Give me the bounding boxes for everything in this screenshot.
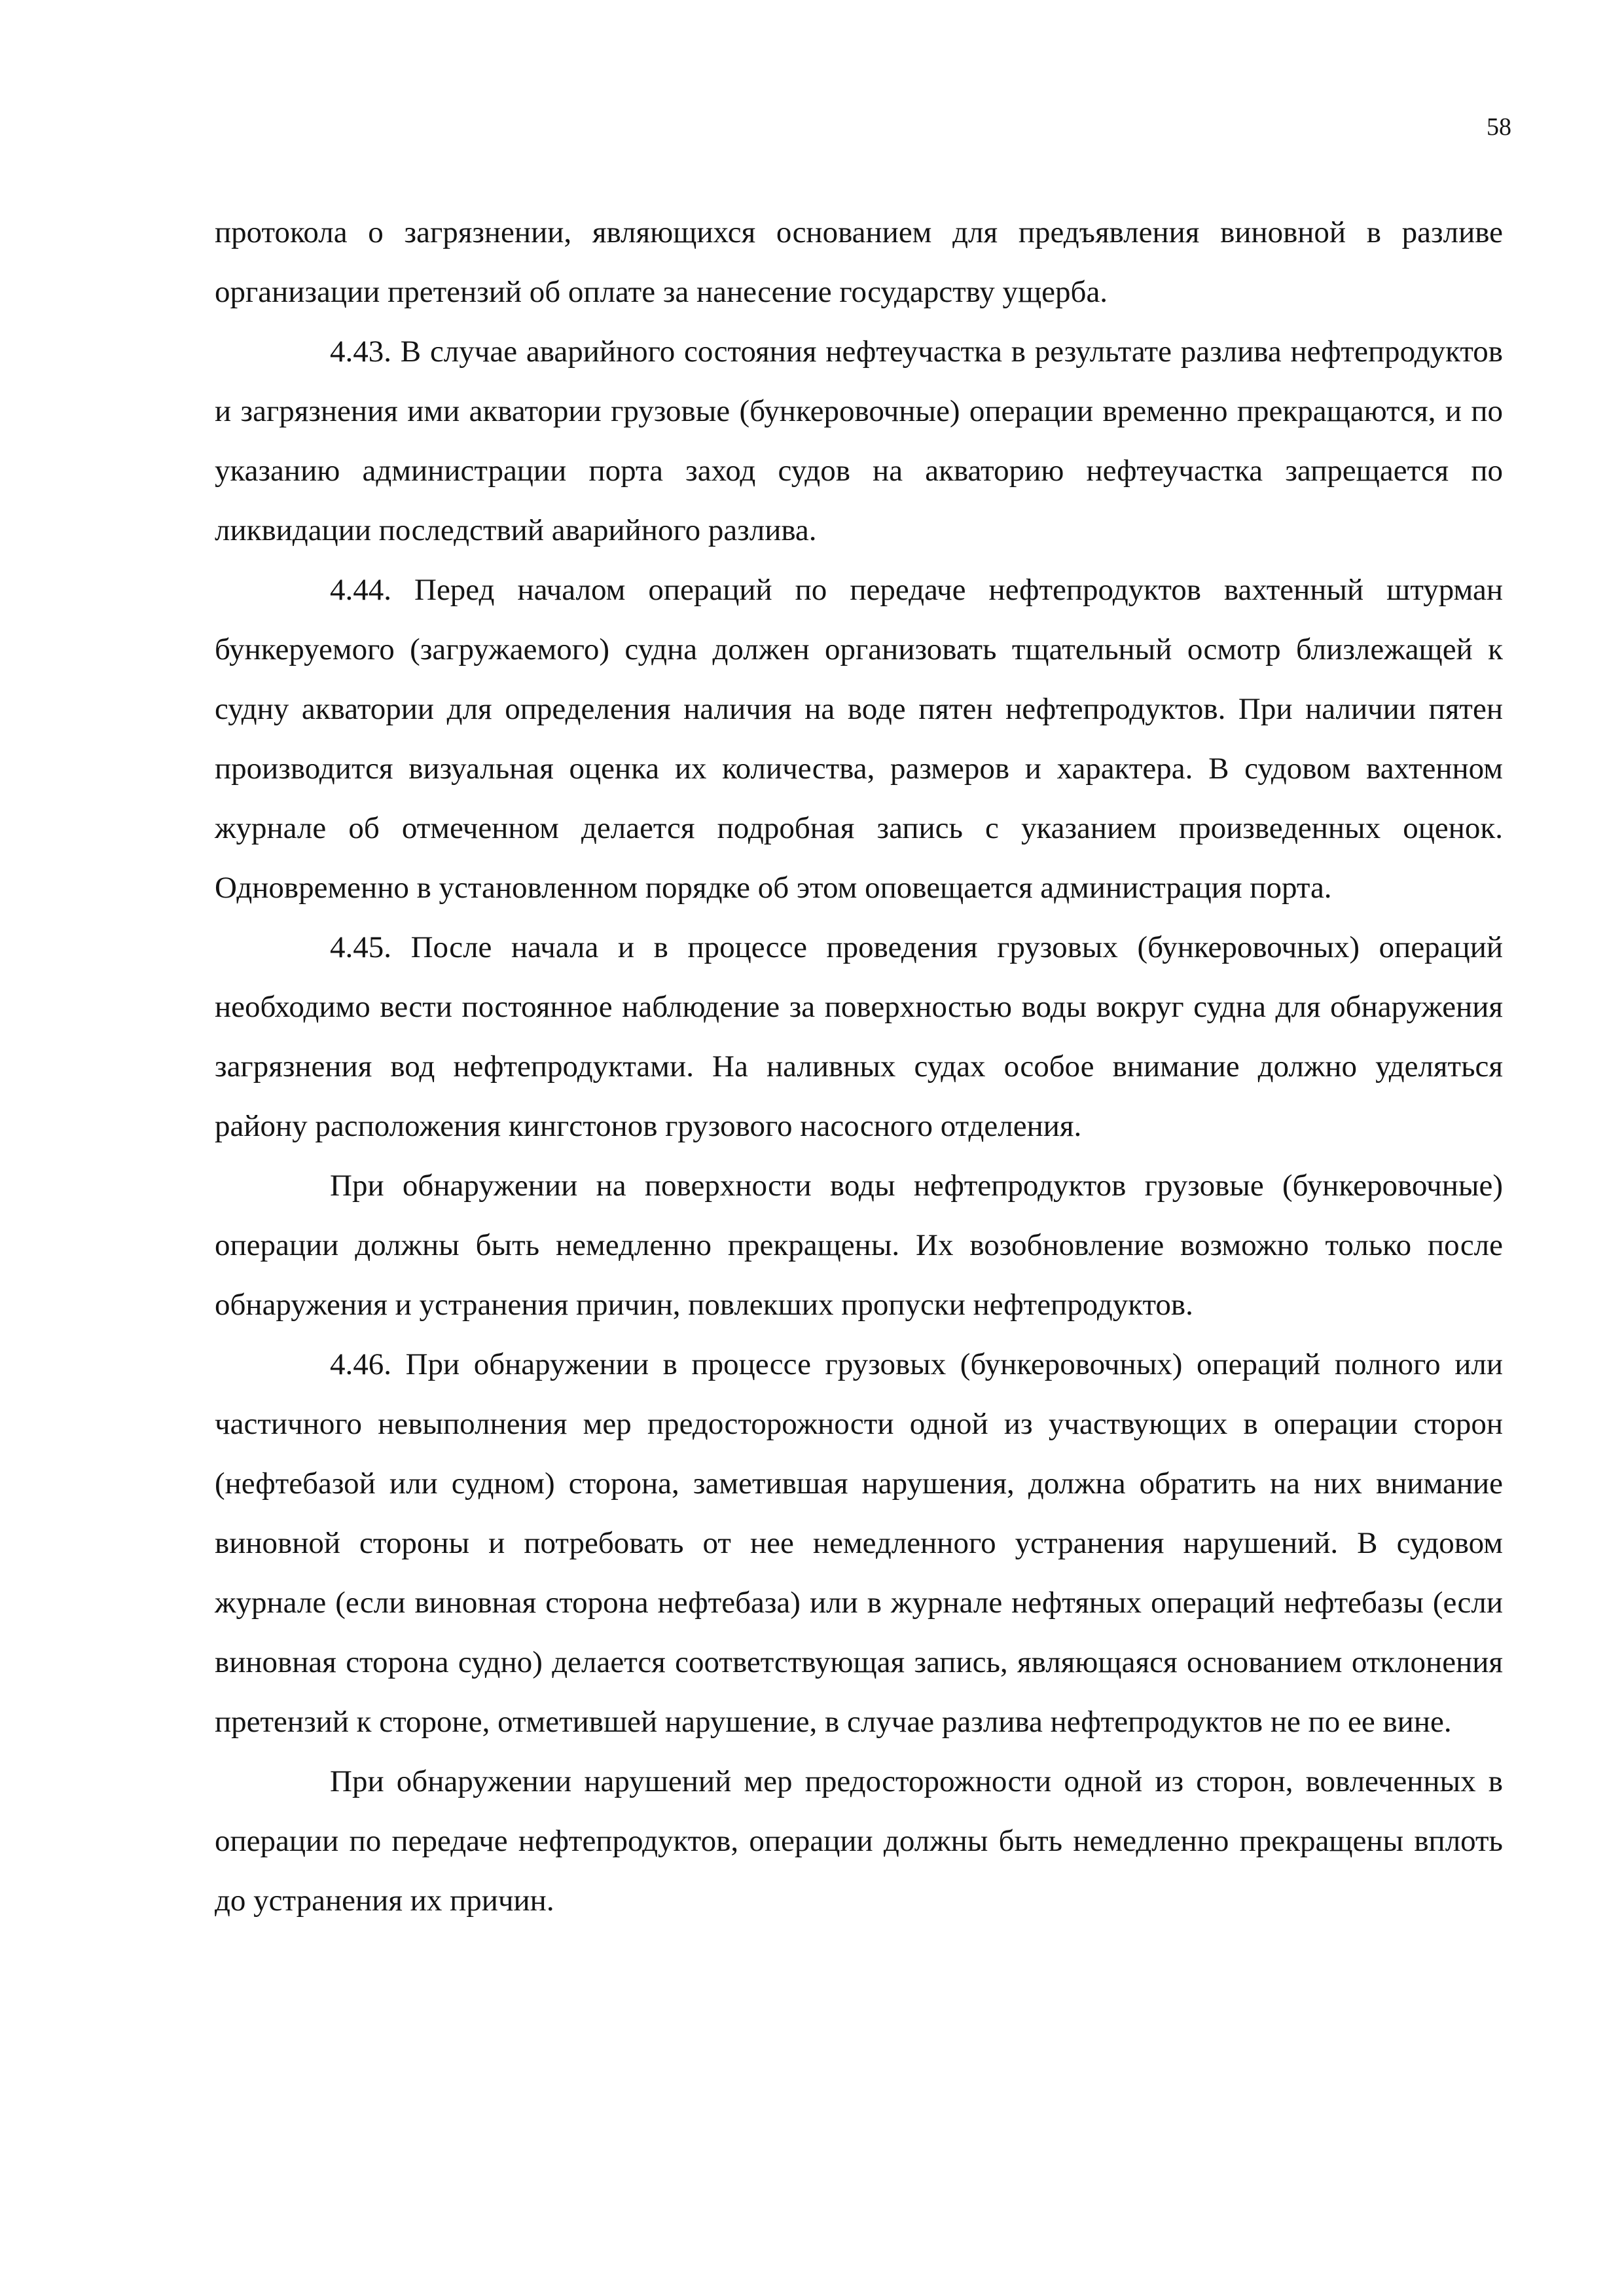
body-text (215, 203, 1503, 1931)
paragraph-4-46-violations: При обнаружении нарушений мер предосторожности одной из сторон, вовлеченных в операции по передаче нефтепродуктов, операции должны быть немедленно прекращены вплоть до устранения их причин. (215, 1764, 1503, 1918)
paragraph-4-45: 4.45. После начала и в процессе проведения грузовых (бункеровочных) операций необходимо вести постоянное наблюдение за поверхностью воды вокруг судна для обнаружения загрязнения вод нефтепродуктами. На наливных судах особое внимание должно уделяться району расположения кингстонов грузового насосного отделения. (215, 930, 1503, 1143)
paragraph-4-44: 4.44. Перед началом операций по передаче нефтепродуктов вахтенный штурман бункеруемого (загружаемого) судна должен организовать тщательный осмотр близлежащей к судну акватории для определения наличия на воде пятен нефтепродуктов. При наличии пятен производится визуальная оценка их количества, размеров и характера. В судовом вахтенном журнале об отмеченном делается подробная запись с указанием произведенных оценок. Одновременно в установленном порядке об этом оповещается администрация порта. (215, 573, 1503, 905)
paragraph-4-45-detection: При обнаружении на поверхности воды нефтепродуктов грузовые (бункеровочные) операции должны быть немедленно прекращены. Их возобновление возможно только после обнаружения и устранения причин, повлекших пропуски нефтепродуктов. (215, 1169, 1503, 1322)
paragraph-4-46: 4.46. При обнаружении в процессе грузовых (бункеровочных) операций полного или частичного невыполнения мер предосторожности одной из участвующих в операции сторон (нефтебазой или судном) сторона, заметившая нарушения, должна обратить на них внимание виновной стороны и потребовать от нее немедленного устранения нарушений. В судовом журнале (если виновная сторона нефтебаза) или в журнале нефтяных операций нефтебазы (если виновная сторона судно) делается соответствующая запись, являющаяся основанием отклонения претензий к стороне, отметившей нарушение, в случае разлива нефтепродуктов не по ее вине. (215, 1347, 1503, 1739)
paragraph-4-43: 4.43. В случае аварийного состояния нефтеучастка в результате разлива нефтепродуктов и загрязнения ими акватории грузовые (бункеровочные) операции временно прекращаются, и по указанию администрации порта заход судов на акваторию нефтеучастка запрещается по ликвидации последствий аварийного разлива. (215, 335, 1503, 547)
page-number: 58 (1487, 113, 1511, 141)
paragraph-1-continuation: протокола о загрязнении, являющихся основанием для предъявления виновной в разливе организации претензий об оплате за нанесение государству ущерба. (215, 215, 1503, 309)
